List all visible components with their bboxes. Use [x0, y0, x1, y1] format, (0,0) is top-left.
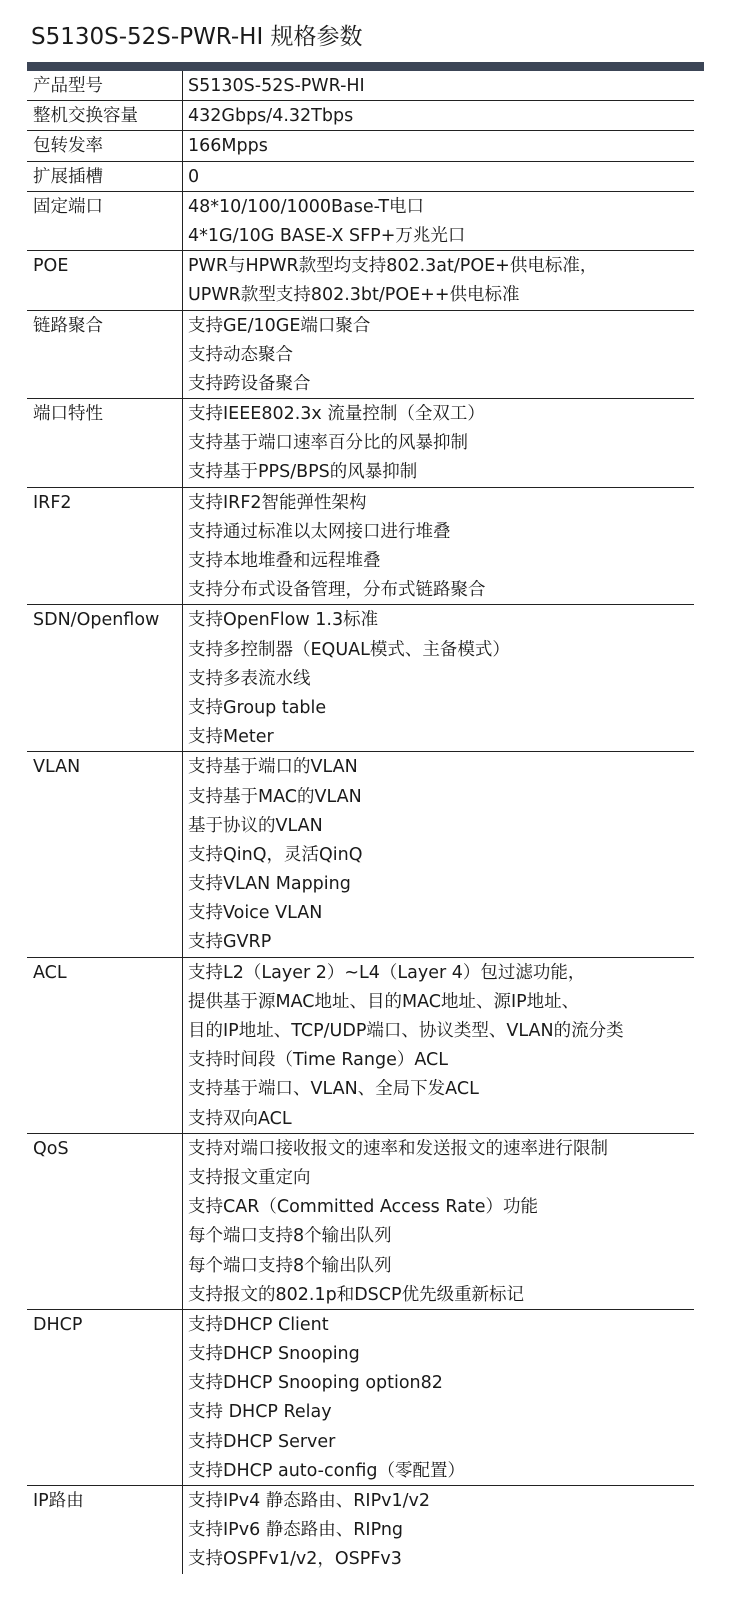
spec-row: [27, 161, 694, 191]
spec-label-cell: [27, 1133, 183, 1309]
spec-row: [27, 1486, 694, 1574]
spec-value-line: 支持GE/10GE端口聚合: [188, 315, 371, 336]
spec-value-line: 支持跨设备聚合: [188, 373, 311, 394]
spec-value-line: 每个端口支持8个输出队列: [188, 1255, 392, 1276]
spec-value-line: 4*1G/10G BASE-X SFP+万兆光口: [188, 225, 466, 246]
spec-value-line: 166Mpps: [188, 136, 268, 157]
spec-row: [27, 1133, 694, 1309]
spec-label-cell: [27, 487, 183, 605]
spec-label: 链路聚合: [33, 315, 103, 336]
spec-row: [27, 752, 694, 957]
spec-value-line: 支持DHCP Snooping: [188, 1344, 360, 1365]
spec-label-cell: [27, 191, 183, 250]
spec-value-cell: [183, 191, 695, 250]
spec-value-line: 提供基于源MAC地址、目的MAC地址、源IP地址、: [188, 991, 580, 1012]
spec-value-line: 支持QinQ，灵活QinQ: [188, 844, 363, 865]
spec-value-line: 432Gbps/4.32Tbps: [188, 106, 354, 127]
spec-value-line: 每个端口支持8个输出队列: [188, 1226, 392, 1247]
spec-label-cell: [27, 1486, 183, 1574]
spec-value-cell: [183, 1133, 695, 1309]
spec-label: 整机交换容量: [33, 106, 138, 127]
spec-value-cell: [183, 605, 695, 752]
spec-value-line: 支持Voice VLAN: [188, 903, 323, 924]
spec-value-line: 支持多控制器（EQUAL模式、主备模式）: [188, 639, 510, 660]
spec-row: [27, 487, 694, 605]
spec-value-line: 支持基于端口的VLAN: [188, 757, 358, 778]
spec-row: [27, 310, 694, 399]
spec-label: 包转发率: [33, 136, 103, 157]
spec-value-cell: [183, 310, 695, 399]
spec-label-cell: [27, 957, 183, 1133]
spec-label-cell: [27, 752, 183, 957]
spec-label-cell: [27, 1309, 183, 1485]
spec-row: [27, 101, 694, 131]
spec-value-line: 支持DHCP auto-config（零配置）: [188, 1460, 466, 1481]
spec-label: 扩展插槽: [33, 166, 103, 187]
spec-value-line: 支持IPv6 静态路由、RIPng: [188, 1520, 404, 1541]
spec-value-line: 支持L2（Layer 2）~L4（Layer 4）包过滤功能，: [188, 962, 586, 983]
spec-value-cell: [183, 161, 695, 191]
spec-row: [27, 605, 694, 752]
spec-value-line: 支持OSPFv1/v2，OSPFv3: [188, 1549, 402, 1570]
spec-value-cell: [183, 131, 695, 161]
spec-value-cell: [183, 957, 695, 1133]
spec-value-line: 支持CAR（Committed Access Rate）功能: [188, 1197, 538, 1218]
spec-value-line: 支持基于MAC的VLAN: [188, 786, 362, 807]
spec-row: [27, 251, 694, 310]
spec-label: ACL: [33, 962, 67, 983]
title-divider: [27, 62, 704, 71]
spec-label: IRF2: [33, 492, 72, 513]
spec-label: VLAN: [33, 757, 81, 778]
spec-value-cell: [183, 1309, 695, 1485]
spec-value-line: 支持报文重定向: [188, 1167, 311, 1188]
spec-label-cell: [27, 605, 183, 752]
spec-value-line: 目的IP地址、TCP/UDP端口、协议类型、VLAN的流分类: [188, 1021, 624, 1041]
spec-value-line: 基于协议的VLAN: [188, 815, 323, 836]
spec-value-line: 支持DHCP Snooping option82: [188, 1373, 443, 1394]
spec-value-line: 支持时间段（Time Range）ACL: [188, 1050, 448, 1071]
spec-value-line: 支持通过标准以太网接口进行堆叠: [188, 521, 451, 542]
spec-table: [27, 71, 694, 1574]
spec-row: [27, 191, 694, 250]
spec-value-line: 支持OpenFlow 1.3标准: [188, 610, 379, 631]
spec-label: POE: [33, 256, 69, 277]
spec-value-line: 支持本地堆叠和远程堆叠: [188, 551, 381, 571]
spec-label: IP路由: [33, 1491, 84, 1511]
spec-label: SDN/Openflow: [33, 610, 160, 631]
spec-value-line: S5130S-52S-PWR-HI: [188, 76, 365, 96]
spec-value-line: UPWR款型支持802.3bt/POE++供电标准: [188, 285, 520, 306]
spec-value-line: 支持基于端口速率百分比的风暴抑制: [188, 433, 468, 454]
spec-value-line: 支持DHCP Client: [188, 1314, 329, 1335]
spec-value-line: 支持多表流水线: [188, 668, 311, 689]
spec-value-cell: [183, 71, 695, 101]
page-title: S5130S-52S-PWR-HI 规格参数: [31, 24, 363, 50]
spec-value-line: 支持GVRP: [188, 932, 272, 953]
spec-value-line: 支持IPv4 静态路由、RIPv1/v2: [188, 1491, 431, 1511]
spec-label: 端口特性: [33, 404, 103, 425]
spec-value-cell: [183, 399, 695, 488]
spec-label-cell: [27, 310, 183, 399]
spec-value-line: 支持DHCP Server: [188, 1431, 336, 1452]
spec-value-line: 支持VLAN Mapping: [188, 874, 351, 895]
spec-value-line: 支持基于PPS/BPS的风暴抑制: [188, 462, 418, 483]
spec-row: [27, 1309, 694, 1485]
spec-value-cell: [183, 101, 695, 131]
spec-label: 产品型号: [33, 76, 103, 96]
spec-label-cell: [27, 399, 183, 488]
spec-value-line: 支持动态聚合: [188, 344, 293, 365]
spec-label: QoS: [33, 1138, 69, 1159]
spec-label-cell: [27, 161, 183, 191]
spec-value-line: 支持IRF2智能弹性架构: [188, 492, 367, 513]
spec-label: DHCP: [33, 1314, 83, 1335]
spec-value-line: 支持 DHCP Relay: [188, 1402, 332, 1423]
spec-row: [27, 957, 694, 1133]
spec-value-line: 支持Group table: [188, 697, 327, 718]
spec-value-line: 0: [188, 166, 200, 187]
spec-value-line: 支持分布式设备管理，分布式链路聚合: [188, 580, 486, 601]
spec-value-line: 支持对端口接收报文的速率和发送报文的速率进行限制: [188, 1138, 608, 1159]
spec-value-cell: [183, 487, 695, 605]
spec-row: [27, 399, 694, 488]
spec-value-line: PWR与HPWR款型均支持802.3at/POE+供电标准，: [188, 256, 598, 277]
spec-table-body: [27, 71, 694, 1574]
spec-value-line: 支持IEEE802.3x 流量控制（全双工）: [188, 404, 485, 425]
spec-value-line: 支持基于端口、VLAN、全局下发ACL: [188, 1079, 479, 1100]
spec-value-cell: [183, 251, 695, 310]
spec-value-line: 支持双向ACL: [188, 1108, 292, 1129]
spec-row: [27, 131, 694, 161]
spec-label-cell: [27, 251, 183, 310]
spec-value-line: 48*10/100/1000Base-T电口: [188, 196, 425, 217]
spec-value-cell: [183, 752, 695, 957]
spec-value-cell: [183, 1486, 695, 1574]
spec-label-cell: [27, 101, 183, 131]
spec-value-line: 支持Meter: [188, 727, 274, 748]
spec-label-cell: [27, 71, 183, 101]
spec-label-cell: [27, 131, 183, 161]
spec-row: [27, 71, 694, 101]
spec-value-line: 支持报文的802.1p和DSCP优先级重新标记: [188, 1284, 525, 1305]
spec-label: 固定端口: [33, 196, 103, 217]
